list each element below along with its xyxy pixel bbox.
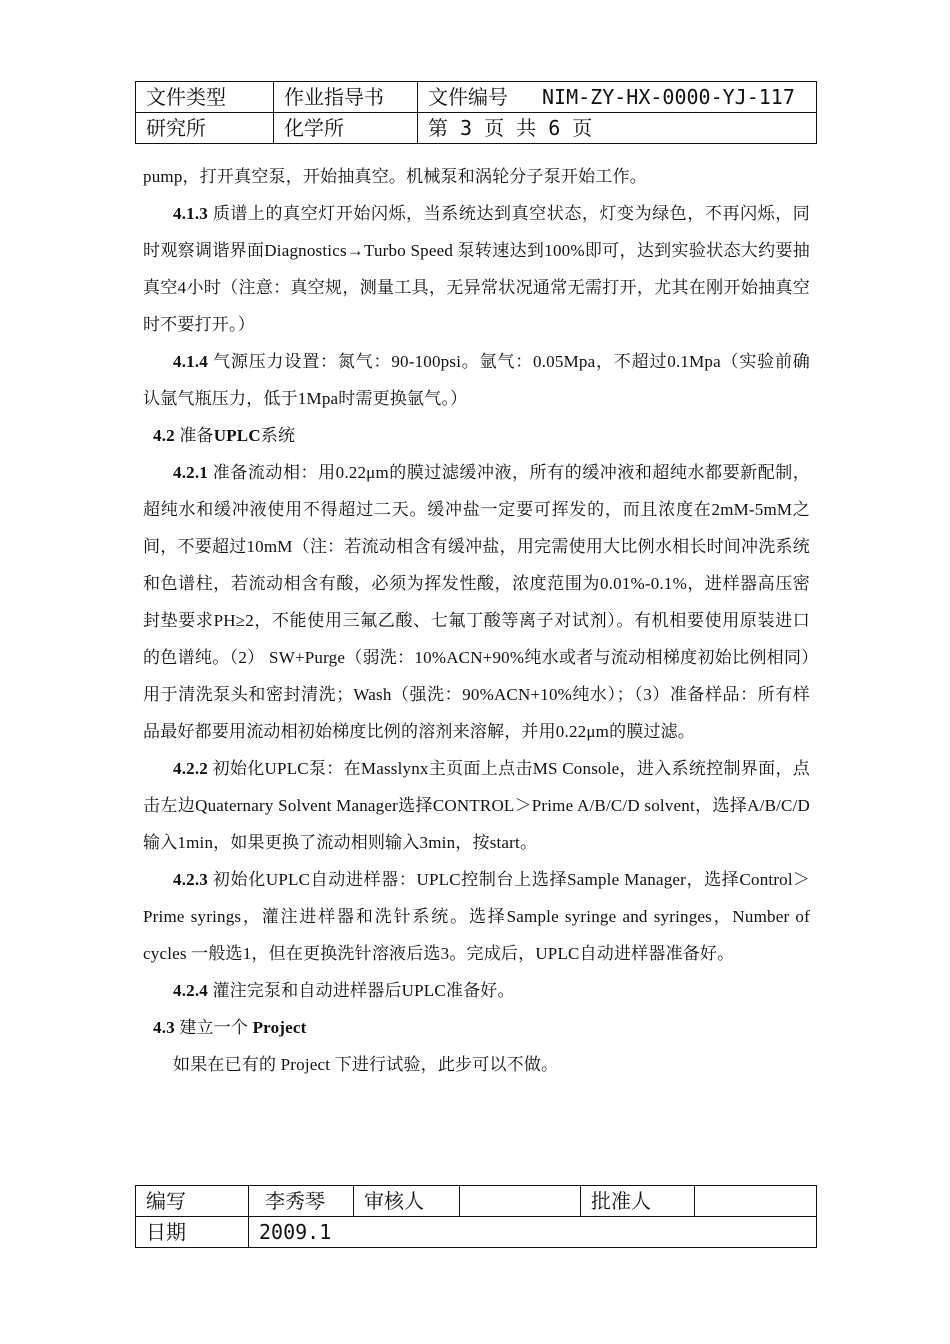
heading-text: 准备 xyxy=(179,426,214,445)
paragraph: pump，打开真空泵，开始抽真空。机械泵和涡轮分子泵开始工作。 xyxy=(143,167,647,186)
author-label: 编写 xyxy=(136,1186,249,1217)
section-4-2-4 xyxy=(143,972,810,1009)
reviewer-value xyxy=(460,1186,581,1217)
section-number: 4.3 xyxy=(153,1018,175,1037)
doc-type-label: 文件类型 xyxy=(136,82,274,113)
section-4-3-heading xyxy=(143,1009,810,1046)
doc-number-value: NIM-ZY-HX-0000-YJ-117 xyxy=(542,85,795,109)
doc-number-label: 文件编号 xyxy=(428,85,508,109)
section-number: 4.2.2 xyxy=(173,759,208,778)
section-number: 4.2.4 xyxy=(173,981,208,1000)
section-4-2-heading xyxy=(143,417,810,454)
doc-number-cell xyxy=(418,82,817,113)
section-4-2-3 xyxy=(143,861,810,972)
heading-bold: UPLC xyxy=(213,426,261,445)
section-4-1-3 xyxy=(143,195,810,343)
section-number: 4.1.4 xyxy=(173,352,208,371)
section-text: 初始化UPLC泵：在Masslynx主页面上点击MS Console，进入系统控制界面，点击左边Quaternary Solvent Manager选择CONTROL＞Prime A/B/C/D solvent，选择A/B/C/D输入1min，如果更换了流动相则输入3min，按start。 xyxy=(143,759,810,852)
date-value: 2009.1 xyxy=(249,1217,817,1248)
heading-bold: Project xyxy=(252,1018,307,1037)
institute-value: 化学所 xyxy=(274,113,418,144)
section-text: 灌注完泵和自动进样器后UPLC准备好。 xyxy=(212,981,515,1000)
heading-text: 建立一个 xyxy=(179,1018,249,1037)
footer-row xyxy=(136,1217,817,1248)
section-text: 初始化UPLC自动进样器：UPLC控制台上选择Sample Manager，选择Control＞Prime syrings，灌注进样器和洗针系统。选择Sample syringe and syringes，Number of cycles 一般选1，但在更换洗针溶液后选3。完成后，UPLC自动进样器准备好。 xyxy=(143,870,810,963)
header-row xyxy=(136,82,817,113)
section-number: 4.1.3 xyxy=(173,204,208,223)
header-row xyxy=(136,113,817,144)
section-number: 4.2 xyxy=(153,426,175,445)
institute-label: 研究所 xyxy=(136,113,274,144)
reviewer-label: 审核人 xyxy=(354,1186,460,1217)
date-label: 日期 xyxy=(136,1217,249,1248)
section-number: 4.2.1 xyxy=(173,463,208,482)
doc-type-value: 作业指导书 xyxy=(274,82,418,113)
approver-value xyxy=(695,1186,817,1217)
section-number: 4.2.3 xyxy=(173,870,208,889)
section-4-2-2 xyxy=(143,750,810,861)
section-text: 气源压力设置：氮气：90-100psi。氩气：0.05Mpa，不超过0.1Mpa（实验前确认氩气瓶压力，低于1Mpa时需更换氩气。） xyxy=(143,352,810,408)
footer-row xyxy=(136,1186,817,1217)
heading-text: 系统 xyxy=(260,426,296,445)
section-4-3-note: 如果在已有的 Project 下进行试验，此步可以不做。 xyxy=(173,1055,559,1074)
section-text: 准备流动相：用0.22μm的膜过滤缓冲液，所有的缓冲液和超纯水都要新配制，超纯水和缓冲液使用不得超过二天。缓冲盐一定要可挥发的，而且浓度在2mM-5mM之间，不要超过10mM（注：若流动相含有缓冲盐，用完需使用大比例水相长时间冲洗系统和色谱柱，若流动相含有酸，必须为挥发性酸，浓度范围为0.01%-0.1%，进样器高压密封垫要求PH≥2，不能使用三氟乙酸、七氟丁酸等离子对试剂）。有机相要使用原装进口的色谱纯。（2） SW+Purge（弱洗：10%ACN+90%纯水或者与流动相梯度初始比例相同）用于清洗泵头和密封清洗；Wash（强洗：90%ACN+10%纯水）；（3）准备样品：所有样品最好都要用流动相初始梯度比例的溶剂来溶解，并用0.22μm的膜过滤。 xyxy=(143,463,810,741)
author-value: 李秀琴 xyxy=(249,1186,354,1217)
header-table xyxy=(135,81,817,144)
section-text: 质谱上的真空灯开始闪烁，当系统达到真空状态，灯变为绿色，不再闪烁，同时观察调谐界面Diagnostics→Turbo Speed 泵转速达到100%即可，达到实验状态大约要抽真空4小时（注意：真空规，测量工具，无异常状况通常无需打开，尤其在刚开始抽真空时不要打开。） xyxy=(143,204,810,334)
approver-label: 批准人 xyxy=(581,1186,695,1217)
section-4-2-1 xyxy=(143,454,810,750)
section-4-1-4 xyxy=(143,343,810,417)
footer-table xyxy=(135,1185,817,1248)
document-body xyxy=(143,158,810,1083)
page-indicator: 第 3 页 共 6 页 xyxy=(418,113,817,144)
